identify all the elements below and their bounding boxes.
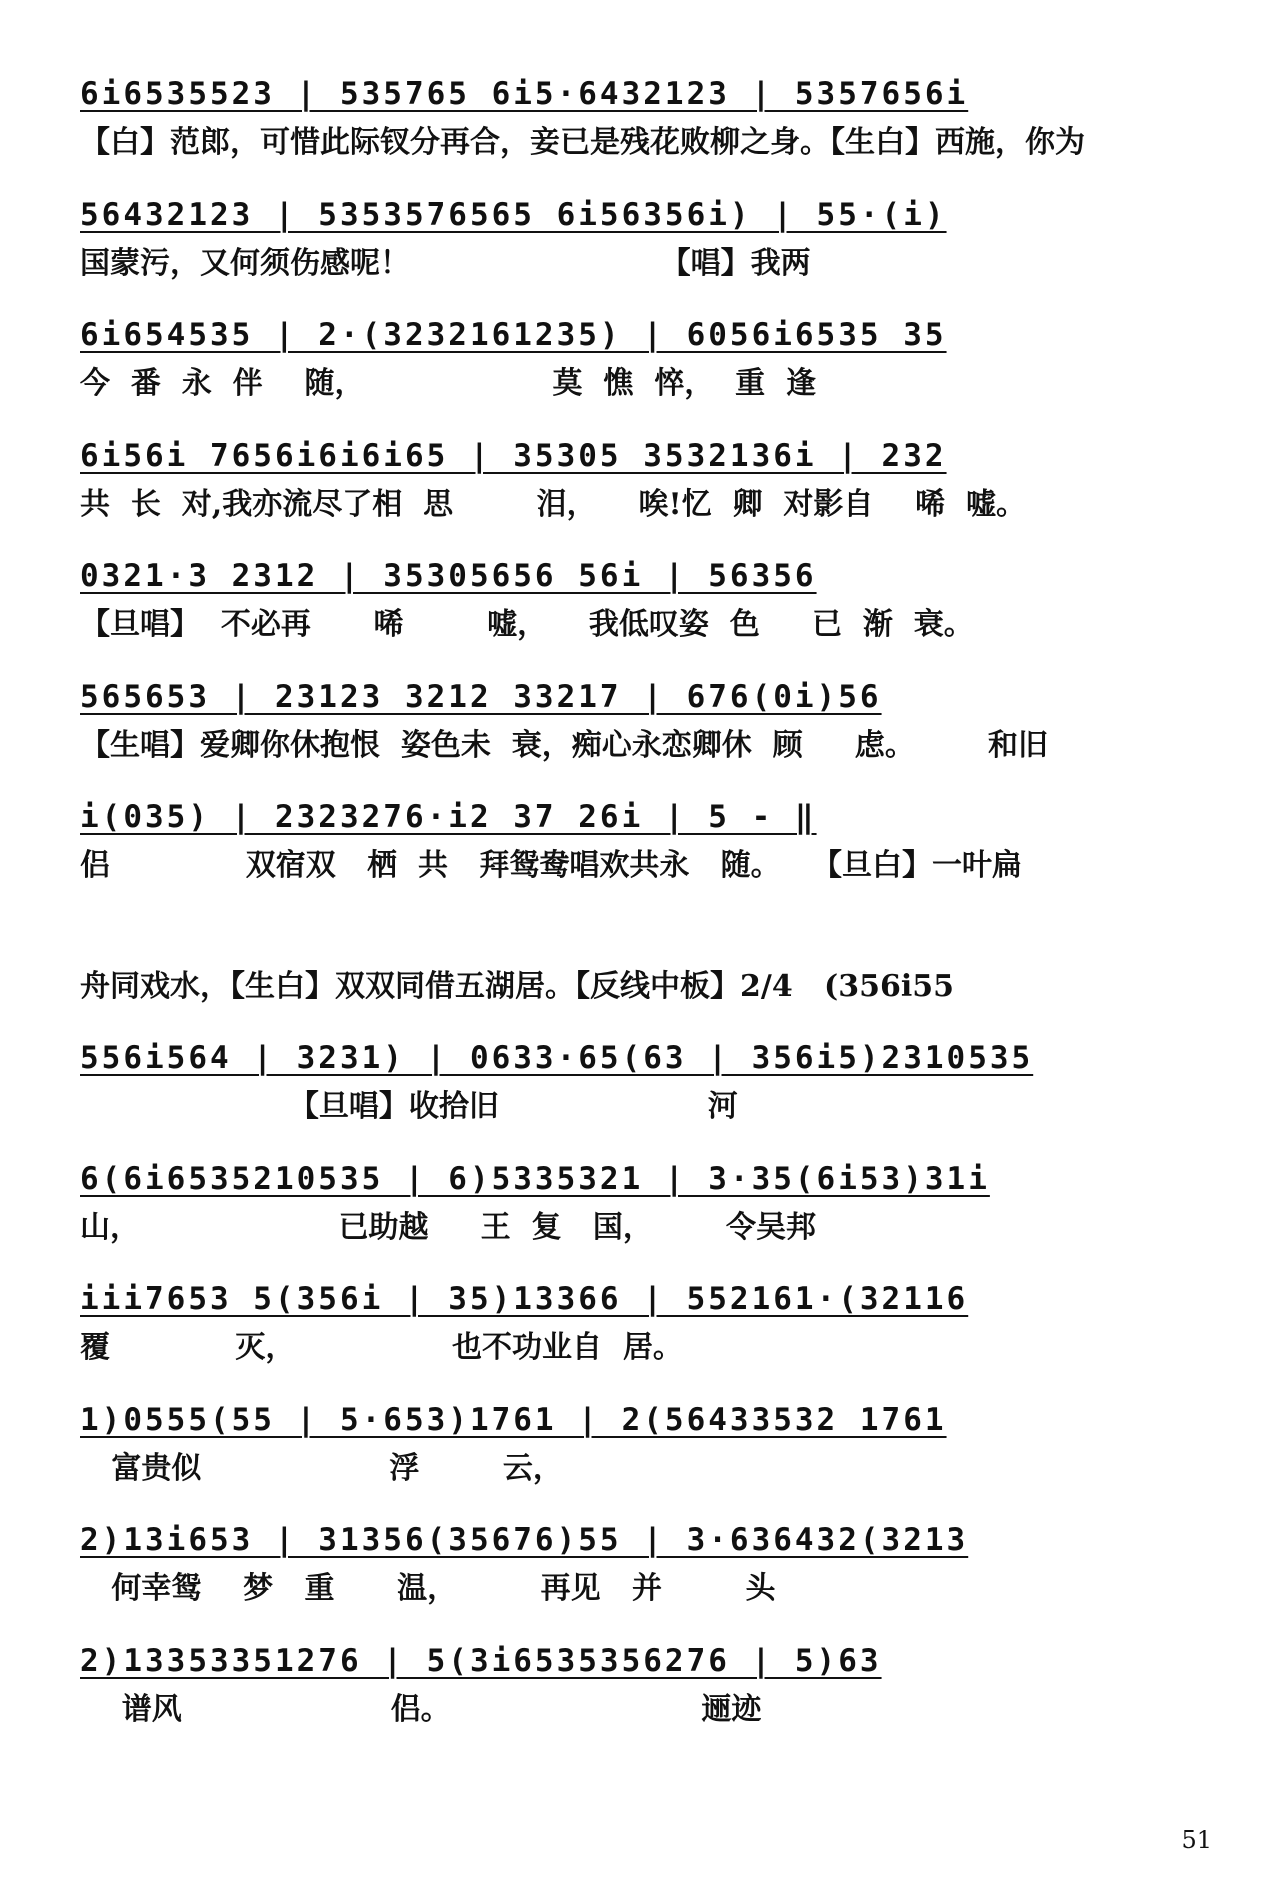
notation-line: i(035) | 2323276·i2 37 26i | 5 - ‖ xyxy=(80,799,817,835)
lyric-line: 何幸鸳 梦 重 温， 再见 并 头 xyxy=(80,1571,776,1606)
notation-line: 6i56i 7656i6i6i65 | 35305 3532136i | 232 xyxy=(80,437,947,474)
lyric-line: 共 长 对,我亦流尽了相 思 泪， 唉!忆 卿 对影自 唏 嘘。 xyxy=(80,486,1027,522)
lyric-line: 【旦唱】收拾旧 河 xyxy=(80,1089,738,1124)
lyric-line: 富贵似 浮 云， xyxy=(80,1450,563,1486)
notation-line: 0321·3 2312 | 35305656 56i | 56356 xyxy=(80,558,817,594)
lyric-line: 【白】范郎，可惜此际钗分再合，妾已是残花败柳之身。【生白】西施，你为 xyxy=(80,125,1085,160)
notation-line: 6i654535 | 2·(3232161235) | 6056i6535 35 xyxy=(80,317,947,353)
notation-line: 2)13i653 | 31356(35676)55 | 3·636432(3213 xyxy=(80,1522,969,1558)
lyric-line: 谱风 侣。 逦迹 xyxy=(80,1691,762,1727)
lyric-line: 【旦唱】 不必再 唏 嘘， 我低叹姿 色 已 渐 衰。 xyxy=(80,607,974,642)
page-number: 51 xyxy=(1181,1826,1212,1854)
notation-line: 556i564 | 3231) | 0633·65(63 | 356i5)2310535 xyxy=(80,1040,1034,1076)
notation-line xyxy=(80,916,1220,960)
lyric-line: 【生唱】爱卿你休抱恨 姿色未 衰，痴心永恋卿休 顾 虑。 和旧 xyxy=(80,727,1048,763)
lyric-line: 舟同戏水，【生白】双双同借五湖居。【反线中板】2/4 (356i55 xyxy=(80,968,954,1004)
notation-line: iii7653 5(356i | 35)13366 | 552161·(32116 xyxy=(80,1281,969,1317)
notation-line: 1)0555(55 | 5·653)1761 | 2(56433532 1761 xyxy=(80,1401,947,1438)
lyric-line: 今 番 永 伴 随， 莫 憔 悴， 重 逢 xyxy=(80,366,816,401)
notation-line: 2)13353351276 | 5(3i6535356276 | 5)63 xyxy=(80,1642,882,1679)
notation-line: 6i6535523 | 535765 6i5·6432123 | 5357656i xyxy=(80,76,969,112)
lyric-line: 覆 灭， 也不功业自 居。 xyxy=(80,1330,683,1365)
lyric-line: 国蒙污，又何须伤感呢！ 【唱】我两 xyxy=(80,245,811,281)
lyric-line: 侣 双宿双 栖 共 拜鸳鸯唱欢共永 随。 【旦白】一叶扁 xyxy=(80,848,1022,883)
lyric-line: 山， 已助越 王 复 国， 令吴邦 xyxy=(80,1209,816,1245)
notation-line: 56432123 | 5353576565 6i56356i) | 55·(i) xyxy=(80,196,947,233)
notation-line: 565653 | 23123 3212 33217 | 676(0i)56 xyxy=(80,678,882,715)
notation-line: 6(6i6535210535 | 6)5335321 | 3·35(6i53)31i xyxy=(80,1160,990,1197)
